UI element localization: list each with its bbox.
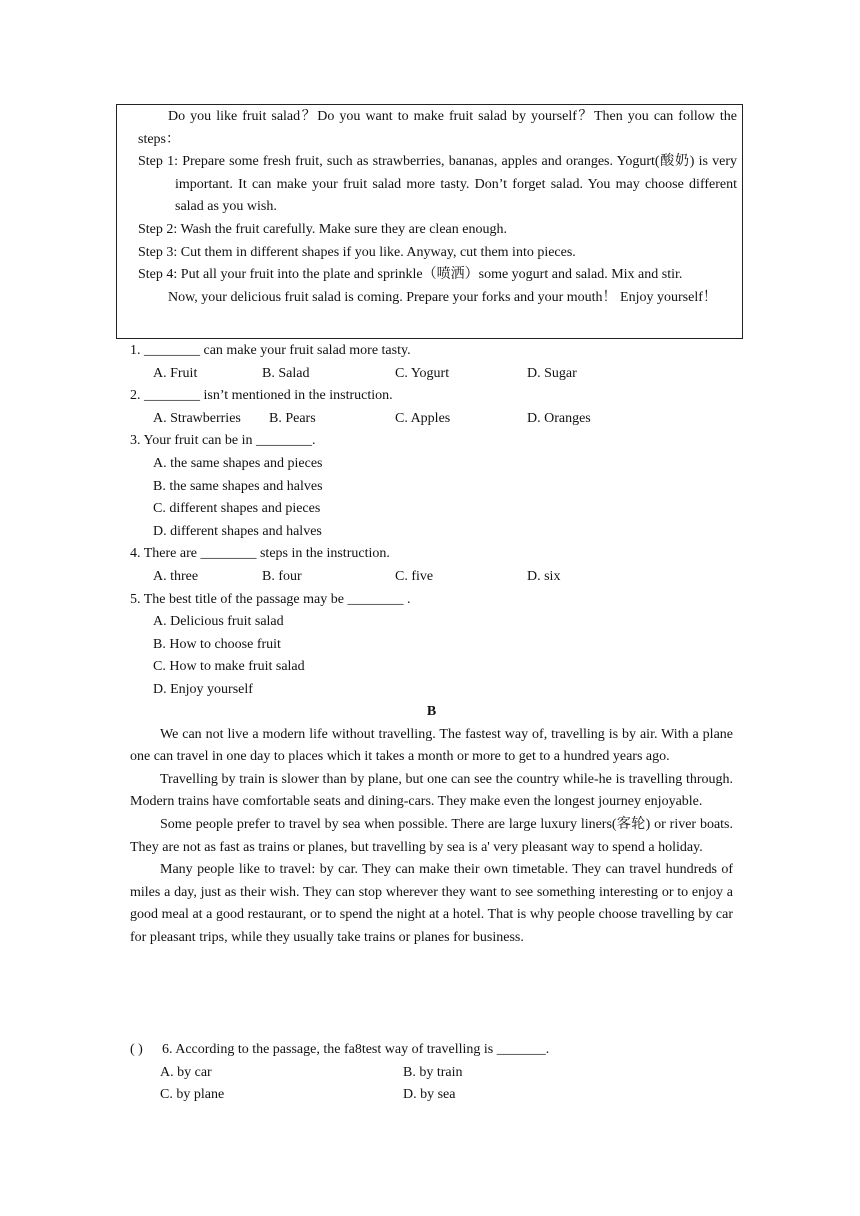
option: B. Pears bbox=[269, 410, 316, 426]
option: D. Sugar bbox=[527, 365, 577, 381]
question-stem: 1. ________ can make your fruit salad more tasty. bbox=[130, 343, 411, 358]
paragraph: We can not live a modern life without travelling. The fastest way of, travelling is by air. With a plane one can travel in one day to places which it takes a month or more to get to a hundred years ago. bbox=[130, 726, 733, 765]
passage-step-4: Step 4: Put all your fruit into the plate and sprinkle（喷洒）some yogurt and salad. Mix and stir. bbox=[138, 267, 683, 283]
option: C. Apples bbox=[395, 410, 451, 426]
option: A. the same shapes and pieces bbox=[153, 455, 323, 471]
paragraph: Some people prefer to travel by sea when possible. There are large luxury liners(客轮) or river boats. They are not as fast as trains or planes, but travelling by sea is a' very pleasant way to spend a holiday. bbox=[130, 816, 733, 855]
option: C. five bbox=[395, 568, 434, 584]
option-row bbox=[130, 566, 750, 589]
option: B. by train bbox=[403, 1064, 463, 1080]
passage-a-box bbox=[116, 104, 743, 339]
option: A. Strawberries bbox=[153, 410, 241, 426]
option: B. the same shapes and halves bbox=[153, 478, 323, 494]
answer-bracket: ( ) bbox=[130, 1042, 143, 1057]
option: A. three bbox=[153, 568, 199, 584]
option: D. Oranges bbox=[527, 410, 591, 426]
option: C. How to make fruit salad bbox=[153, 659, 305, 675]
question-stem: 3. Your fruit can be in ________. bbox=[130, 433, 316, 449]
passage-closing: Now, your delicious fruit salad is coming. Prepare your forks and your mouth！ Enjoy yourself！ bbox=[168, 289, 717, 305]
option-row bbox=[130, 408, 750, 431]
option: A. Delicious fruit salad bbox=[153, 614, 284, 630]
question-stem-line bbox=[130, 1039, 750, 1062]
paragraph: Many people like to travel: by car. They can make their own timetable. They can travel hundreds of miles a day, just as their wish. They can stop wherever they want to see something interesting or to enjoy a good meal at a good restaurant, or to spend the night at a hotel. That is why people choose travelling by car for pleasant trips, while they usually take trains or planes for business. bbox=[130, 862, 733, 945]
question-stem: 6. According to the passage, the fa8test way of travelling is _______. bbox=[162, 1042, 550, 1057]
passage-intro: Do you like fruit salad？Do you want to make fruit salad by yourself？Then you can follow the steps： bbox=[138, 109, 737, 147]
option: C. by plane bbox=[160, 1087, 225, 1103]
section-b bbox=[130, 701, 733, 950]
passage-step-2: Step 2: Wash the fruit carefully. Make sure they are clean enough. bbox=[138, 221, 507, 237]
questions-a bbox=[130, 340, 750, 702]
option: A. Fruit bbox=[153, 365, 198, 381]
option: B. Salad bbox=[262, 365, 310, 381]
option-row bbox=[130, 1084, 750, 1107]
question-stem: 5. The best title of the passage may be ________ . bbox=[130, 591, 411, 607]
passage-step-1: Step 1: Prepare some fresh fruit, such as strawberries, bananas, apples and oranges. Yogurt(酸奶) is very important. It can make your fruit salad more tasty. Don’t forget salad. You may choose different salad as you wish. bbox=[138, 154, 737, 215]
option-row bbox=[130, 363, 750, 386]
option: A. by car bbox=[160, 1064, 212, 1080]
passage-step-3: Step 3: Cut them in different shapes if you like. Anyway, cut them into pieces. bbox=[138, 244, 576, 260]
option: D. six bbox=[527, 568, 561, 584]
option: D. Enjoy yourself bbox=[153, 681, 253, 697]
paragraph: Travelling by train is slower than by plane, but one can see the country while-he is travelling through. Modern trains have comfortable seats and dining-cars. They make even the longest journey enjoyable. bbox=[130, 771, 733, 810]
question-stem: 2. ________ isn’t mentioned in the instruction. bbox=[130, 388, 393, 404]
question-6 bbox=[130, 1039, 750, 1107]
option: B. four bbox=[262, 568, 302, 584]
option: B. How to choose fruit bbox=[153, 636, 281, 652]
option: C. different shapes and pieces bbox=[153, 501, 321, 517]
option: C. Yogurt bbox=[395, 365, 450, 381]
option: D. different shapes and halves bbox=[153, 523, 322, 539]
option: D. by sea bbox=[403, 1087, 456, 1103]
option-row bbox=[130, 1062, 750, 1085]
question-stem: 4. There are ________ steps in the instruction. bbox=[130, 546, 390, 562]
section-heading: B bbox=[426, 704, 437, 719]
